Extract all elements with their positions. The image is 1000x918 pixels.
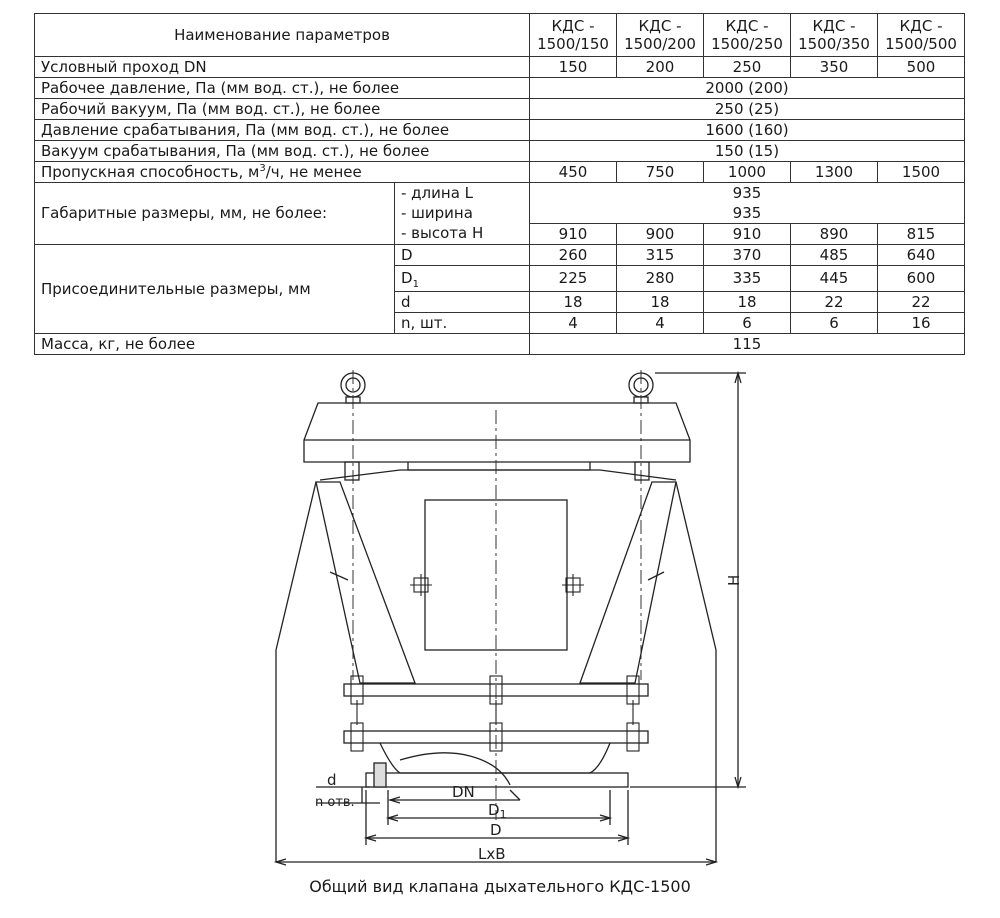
cell: 315 <box>617 245 704 266</box>
dim-DN-label: DN <box>452 783 475 801</box>
cell: 910 <box>704 224 791 245</box>
table-row <box>35 245 965 266</box>
cell: 250 <box>704 57 791 78</box>
model-header: КДС - 1500/500 <box>878 14 965 57</box>
cell: 1600 (160) <box>530 120 965 141</box>
cell: 600 <box>878 266 965 292</box>
cell: 370 <box>704 245 791 266</box>
cell: 2000 (200) <box>530 78 965 99</box>
table-row <box>35 78 965 99</box>
cell: 4 <box>617 313 704 334</box>
table-row <box>35 120 965 141</box>
row-label: Габаритные размеры, мм, не более: <box>35 183 395 245</box>
cell: 18 <box>617 292 704 313</box>
cell: 445 <box>791 266 878 292</box>
row-label: Рабочее давление, Па (мм вод. ст.), не более <box>35 78 530 99</box>
row-label: Присоединительные размеры, мм <box>35 245 395 334</box>
cell: 280 <box>617 266 704 292</box>
dim-d-label: d <box>327 771 337 789</box>
table-row <box>35 57 965 78</box>
table-header-row <box>35 14 965 57</box>
dim-LxB-label: LxB <box>478 845 506 863</box>
cell: 200 <box>617 57 704 78</box>
support-leg-right <box>580 482 676 683</box>
cell: 935 <box>530 183 965 204</box>
drawing-caption: Общий вид клапана дыхательного КДС-1500 <box>309 877 691 896</box>
cell: 22 <box>791 292 878 313</box>
cell: 815 <box>878 224 965 245</box>
cell: 250 (25) <box>530 99 965 120</box>
cell: 115 <box>530 334 965 355</box>
sub-label: D <box>395 245 530 266</box>
cell: 6 <box>791 313 878 334</box>
cell: 18 <box>704 292 791 313</box>
row-label: Вакуум срабатывания, Па (мм вод. ст.), не более <box>35 141 530 162</box>
valve-cover <box>304 403 690 462</box>
cell: 485 <box>791 245 878 266</box>
sub-label: - ширина <box>395 203 530 224</box>
cell: 750 <box>617 162 704 183</box>
model-header: КДС - 1500/200 <box>617 14 704 57</box>
model-header: КДС - 1500/250 <box>704 14 791 57</box>
dim-D1-label: $D_1$ <box>488 801 507 821</box>
cell: 500 <box>878 57 965 78</box>
valve-drawing <box>0 360 1000 875</box>
cell: 640 <box>878 245 965 266</box>
model-header: КДС - 1500/150 <box>530 14 617 57</box>
row-label: Рабочий вакуум, Па (мм вод. ст.), не более <box>35 99 530 120</box>
cell: 16 <box>878 313 965 334</box>
sub-label: $D_1$ <box>395 266 530 292</box>
table-row <box>35 99 965 120</box>
row-label: Условный проход DN <box>35 57 530 78</box>
cell: 350 <box>791 57 878 78</box>
support-leg-left <box>316 482 415 683</box>
model-header: КДС - 1500/350 <box>791 14 878 57</box>
sub-label: - высота H <box>395 224 530 245</box>
dim-H-label: H <box>725 574 743 586</box>
row-label: Масса, кг, не более <box>35 334 530 355</box>
cell: 450 <box>530 162 617 183</box>
cell: 150 (15) <box>530 141 965 162</box>
table-row <box>35 183 965 204</box>
cell: 935 <box>530 203 965 224</box>
cell: 4 <box>530 313 617 334</box>
dim-D-label: D <box>490 821 502 839</box>
cell: 1000 <box>704 162 791 183</box>
sub-label: - длина L <box>395 183 530 204</box>
base-flange <box>366 773 628 787</box>
table-row <box>35 162 965 183</box>
cell: 225 <box>530 266 617 292</box>
cell: 6 <box>704 313 791 334</box>
cell: 1500 <box>878 162 965 183</box>
cell: 910 <box>530 224 617 245</box>
spec-table <box>34 13 965 355</box>
row-label: Давление срабатывания, Па (мм вод. ст.), не более <box>35 120 530 141</box>
cell: 22 <box>878 292 965 313</box>
cell: 890 <box>791 224 878 245</box>
sub-label: d <box>395 292 530 313</box>
dim-n-label: n отв. <box>315 795 355 810</box>
header-param-cell: Наименование параметров <box>35 14 530 57</box>
table-row <box>35 141 965 162</box>
cell: 18 <box>530 292 617 313</box>
cell: 1300 <box>791 162 878 183</box>
cell: 260 <box>530 245 617 266</box>
cell: 900 <box>617 224 704 245</box>
cell: 335 <box>704 266 791 292</box>
sub-label: n, шт. <box>395 313 530 334</box>
cell: 150 <box>530 57 617 78</box>
row-label: Пропускная способность, $м^3/ч$, не менее <box>35 162 530 183</box>
table-row <box>35 334 965 355</box>
